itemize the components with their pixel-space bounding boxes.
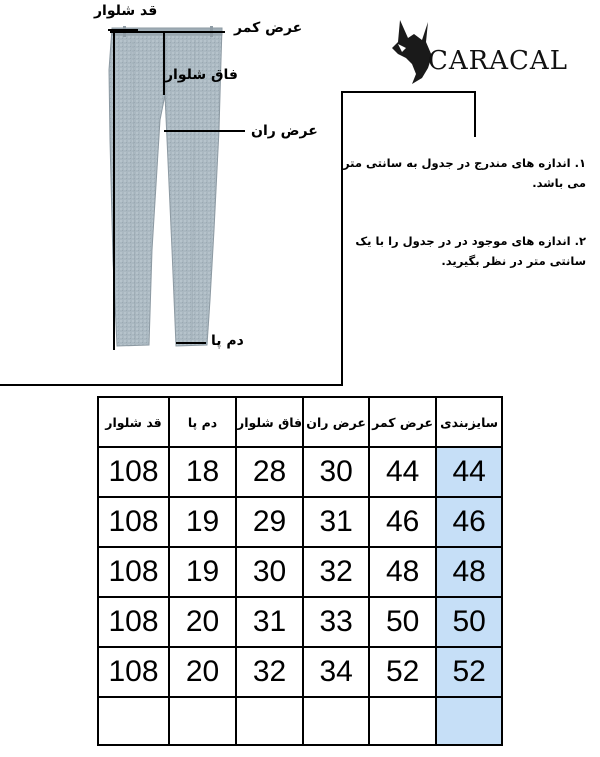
header-size: سایزبندی xyxy=(436,397,502,447)
table-header-row xyxy=(98,397,502,447)
cell-rise: 29 xyxy=(236,497,303,547)
cell-size: 52 xyxy=(436,647,502,697)
cell-empty xyxy=(236,697,303,745)
cell-size: 50 xyxy=(436,597,502,647)
cell-size: 44 xyxy=(436,447,502,497)
cell-empty xyxy=(98,697,169,745)
brand-name: CARACAL xyxy=(428,46,568,76)
cell-thigh: 30 xyxy=(303,447,369,497)
cell-size: 48 xyxy=(436,547,502,597)
table-row xyxy=(98,547,502,597)
size-table xyxy=(97,396,503,746)
cell-hem: 20 xyxy=(169,597,236,647)
header-length: قد شلوار xyxy=(98,397,169,447)
cell-empty xyxy=(369,697,436,745)
rise-label: فاق شلوار xyxy=(165,67,238,83)
table-row-empty xyxy=(98,697,502,745)
cell-hem: 18 xyxy=(169,447,236,497)
cell-size: 46 xyxy=(436,497,502,547)
table-row xyxy=(98,497,502,547)
hem-label: دم پا xyxy=(211,333,244,349)
cell-waist: 48 xyxy=(369,547,436,597)
note-units: ۱. اندازه های مندرج در جدول به سانتی متر می باشد. xyxy=(343,156,586,190)
cell-length: 108 xyxy=(98,597,169,647)
table-row xyxy=(98,447,502,497)
thigh-label: عرض ران xyxy=(251,123,318,139)
cell-waist: 50 xyxy=(369,597,436,647)
cell-length: 108 xyxy=(98,497,169,547)
note-tolerance: ۲. اندازه های موجود در در جدول را با یک سانتی متر در نظر بگیرید. xyxy=(355,234,586,268)
waist-label: عرض کمر xyxy=(234,20,303,36)
frame-top-line xyxy=(341,91,476,93)
cell-empty xyxy=(436,697,502,745)
header-rise: فاق شلوار xyxy=(236,397,303,447)
cell-waist: 44 xyxy=(369,447,436,497)
cell-thigh: 31 xyxy=(303,497,369,547)
pants-diagram xyxy=(0,0,303,370)
table-row xyxy=(98,597,502,647)
cell-waist: 52 xyxy=(369,647,436,697)
cell-hem: 19 xyxy=(169,497,236,547)
header-thigh: عرض ران xyxy=(303,397,369,447)
cell-empty xyxy=(169,697,236,745)
cell-empty xyxy=(303,697,369,745)
frame-right-tick xyxy=(474,91,476,137)
header-hem: دم پا xyxy=(169,397,236,447)
cell-rise: 31 xyxy=(236,597,303,647)
table-row xyxy=(98,647,502,697)
cell-thigh: 32 xyxy=(303,547,369,597)
cell-length: 108 xyxy=(98,447,169,497)
cell-rise: 30 xyxy=(236,547,303,597)
cell-hem: 19 xyxy=(169,547,236,597)
cell-thigh: 34 xyxy=(303,647,369,697)
cell-rise: 32 xyxy=(236,647,303,697)
cell-thigh: 33 xyxy=(303,597,369,647)
cell-rise: 28 xyxy=(236,447,303,497)
cell-waist: 46 xyxy=(369,497,436,547)
length-label: قد شلوار xyxy=(94,3,158,19)
cell-hem: 20 xyxy=(169,647,236,697)
header-waist: عرض کمر xyxy=(369,397,436,447)
cell-length: 108 xyxy=(98,647,169,697)
frame-bottom-line xyxy=(0,384,343,386)
cell-length: 108 xyxy=(98,547,169,597)
